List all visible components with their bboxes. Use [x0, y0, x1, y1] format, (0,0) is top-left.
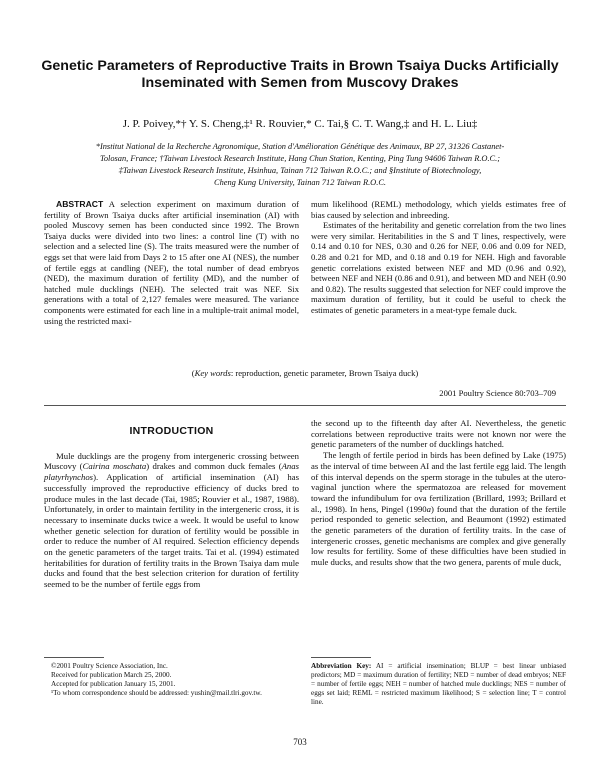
footnote: ¹To whom correspondence should be addressed: yushin@mail.tlri.gov.tw. — [51, 689, 262, 697]
abstract-paragraph: mum likelihood (REML) methodology, which yields estimates free of bias caused by selection and inbreeding. — [311, 199, 566, 220]
affiliation-line: *Institut National de la Recherche Agronomique, Station d'Amélioration Génétique des Animaux, BP 27, 31326 Castanet- — [95, 142, 505, 151]
title-line-2: Inseminated with Semen from Muscovy Drakes — [141, 75, 459, 91]
body-paragraph — [44, 451, 299, 590]
affiliations — [42, 141, 558, 189]
footnote: Received for publication March 25, 2000. — [51, 671, 172, 679]
affiliation-line: ‡Taiwan Livestock Research Institute, Hsinhua, Tainan 712 Taiwan R.O.C.; and §Institute of Biotechnology, — [118, 166, 482, 175]
abstract-heading: ABSTRACT — [56, 199, 104, 209]
footnote-rule — [311, 657, 371, 658]
abbreviation-key-label: Abbreviation Key: — [311, 662, 372, 670]
page-number: 703 — [293, 737, 307, 747]
body-text: Mule ducklings are the progeny from intergeneric crossing between Muscovy ( — [44, 450, 299, 472]
species-name: Cairina moschata — [82, 461, 147, 472]
title-line-1: Genetic Parameters of Reproductive Traits in Brown Tsaiya Ducks Artificially — [41, 58, 559, 74]
body-paragraph: the second up to the fifteenth day after AI. Nevertheless, the genetic correlations between reproductive traits were not known nor were the genetic parameters of the number of ducklings hatched. — [311, 418, 566, 450]
abstract-right-column — [311, 199, 566, 316]
keywords-text: : reproduction, genetic parameter, Brown Tsaiya duck — [230, 368, 416, 378]
article-title — [20, 58, 580, 92]
abstract-paragraph — [44, 199, 299, 326]
abbreviation-key-text: AI = artificial insemination; BLUP = best linear unbiased predictors; MD = maximum duration of fertility; NED = number of dead embryos; NEF = number of fertile eggs; NEH = number of hatched mule ducklings; NES = number of eggs set laid; REML = restricted maximum likelihood; S = selection line; T = control line. — [311, 662, 566, 706]
body-text: ) drakes and common duck females ( — [146, 461, 282, 472]
species-name: Anas platyrhynchos — [44, 461, 299, 483]
footnote: Accepted for publication January 15, 2001. — [51, 680, 176, 688]
keywords: (Key words: reproduction, genetic parameter, Brown Tsaiya duck) — [191, 368, 419, 378]
abbreviation-paragraph — [311, 662, 566, 707]
citation: 2001 Poultry Science 80:703–709 — [439, 388, 556, 398]
author-list: J. P. Poivey,*† Y. S. Cheng,‡¹ R. Rouvier,* C. Tai,§ C. T. Wang,‡ and H. L. Liu‡ — [122, 118, 478, 130]
body-text: The length of fertile period in birds has been defined by Lake (1975) as the interval of time between AI and the last fertile egg laid. The length of this interval depends on the sperm storage in the tubules at the utero-vaginal junction where the spermatozoa are released for movement toward the infundibulum for ova fertilization (Brillard, 1993; Brillard et al., 1998). In hens, Pingel (1990 — [311, 450, 566, 514]
footnote-rule — [44, 657, 104, 658]
introduction-heading: INTRODUCTION — [129, 425, 214, 437]
affiliation-line: Tolosan, France; †Taiwan Livestock Research Institute, Hang Chun Station, Kenting, Ping Tung 94606 Taiwan R.O.C.; — [99, 154, 501, 163]
footnotes — [44, 662, 299, 698]
body-paragraph — [311, 450, 566, 568]
body-text: ). Application of artificial insemination (AI) has successfully improved the reproductive efficiency of ducks bred to produce mules in the last decade (Tai, 1985; Rouvier et al., 1987, 1988). Unfortunately, in order to maintain fertility in the intergeneric cross, it is necessary to inseminate ducks twice a week. It would be useful to know whether genetic selection for duration of fertility would be possible in order to reduce the number of AI required. Selection efficiency depends on the genetic parameters of the target traits. Tai et al. (1994) estimated heritabilities for duration of fertility traits in the Brown Tsaiya dam mule ducks and found that the best selection criterion for duration of fertility seemed to be the number of fertile eggs from — [44, 472, 299, 590]
footnote: ©2001 Poultry Science Association, Inc. — [51, 662, 168, 670]
body-text: a — [426, 503, 431, 514]
body-right-column — [311, 418, 566, 568]
body-text: ) found that the duration of the fertile period responded to genetic selection, and Beaumont (1992) estimated the genetic parameters of the duration of fertility traits. In the case of intergeneric crosses, genetic mechanisms are complex and give generally low results for fertility. Some of these difficulties have been studied in mule ducks, and results show that the two genera, parents of mule duck, — [311, 503, 567, 568]
divider — [44, 405, 566, 406]
abstract-text: A selection experiment on maximum duration of fertility of Brown Tsaiya ducks after artificial insemination (AI) with pooled Muscovy semen has been conducted since 1992. The Brown Tsaiya ducks were divided into two lines: a control line (T) with no selection and a selected line (S). The traits measured were the number of eggs set that were laid from Days 2 to 15 after one AI (NES), the number of fertile eggs at candling (NEF), the total number of dead embryos (NED), the maximum duration of fertility (MD), and the number of hatched mule ducklings (NEH). The selected trait was NEF. Six generations with a total of 2,127 females were measured. The variance components were estimated for each line in a multiple-trait animal model, using the restricted maxi- — [44, 199, 299, 326]
affiliation-line: Cheng Kung University, Tainan 712 Taiwan R.O.C. — [213, 178, 386, 187]
abstract-left-column — [44, 199, 299, 326]
body-left-column — [44, 418, 299, 590]
abstract-paragraph: Estimates of the heritability and genetic correlation from the two lines were very similar. Heritabilities in the S and T lines, respectively, were 0.14 and 0.10 for NES, 0.30 and 0.26 for NEF, 0.06 and 0.09 for NED, 0.28 and 0.21 for MD, and 0.18 and 0.19 for NEH. High and favorable genetic correlations existed between NEF and MD (0.96 and 0.92), between NEF and NEH (0.86 and 0.91), and between MD and NEH (0.90 and 0.82). The results suggested that selection for NEF could improve the maximum duration of fertility, but it could be useful to check the estimates of genetic parameters in a meat-type female duck. — [311, 220, 566, 315]
keywords-label: Key words — [194, 368, 231, 378]
abbreviation-key — [311, 662, 566, 707]
